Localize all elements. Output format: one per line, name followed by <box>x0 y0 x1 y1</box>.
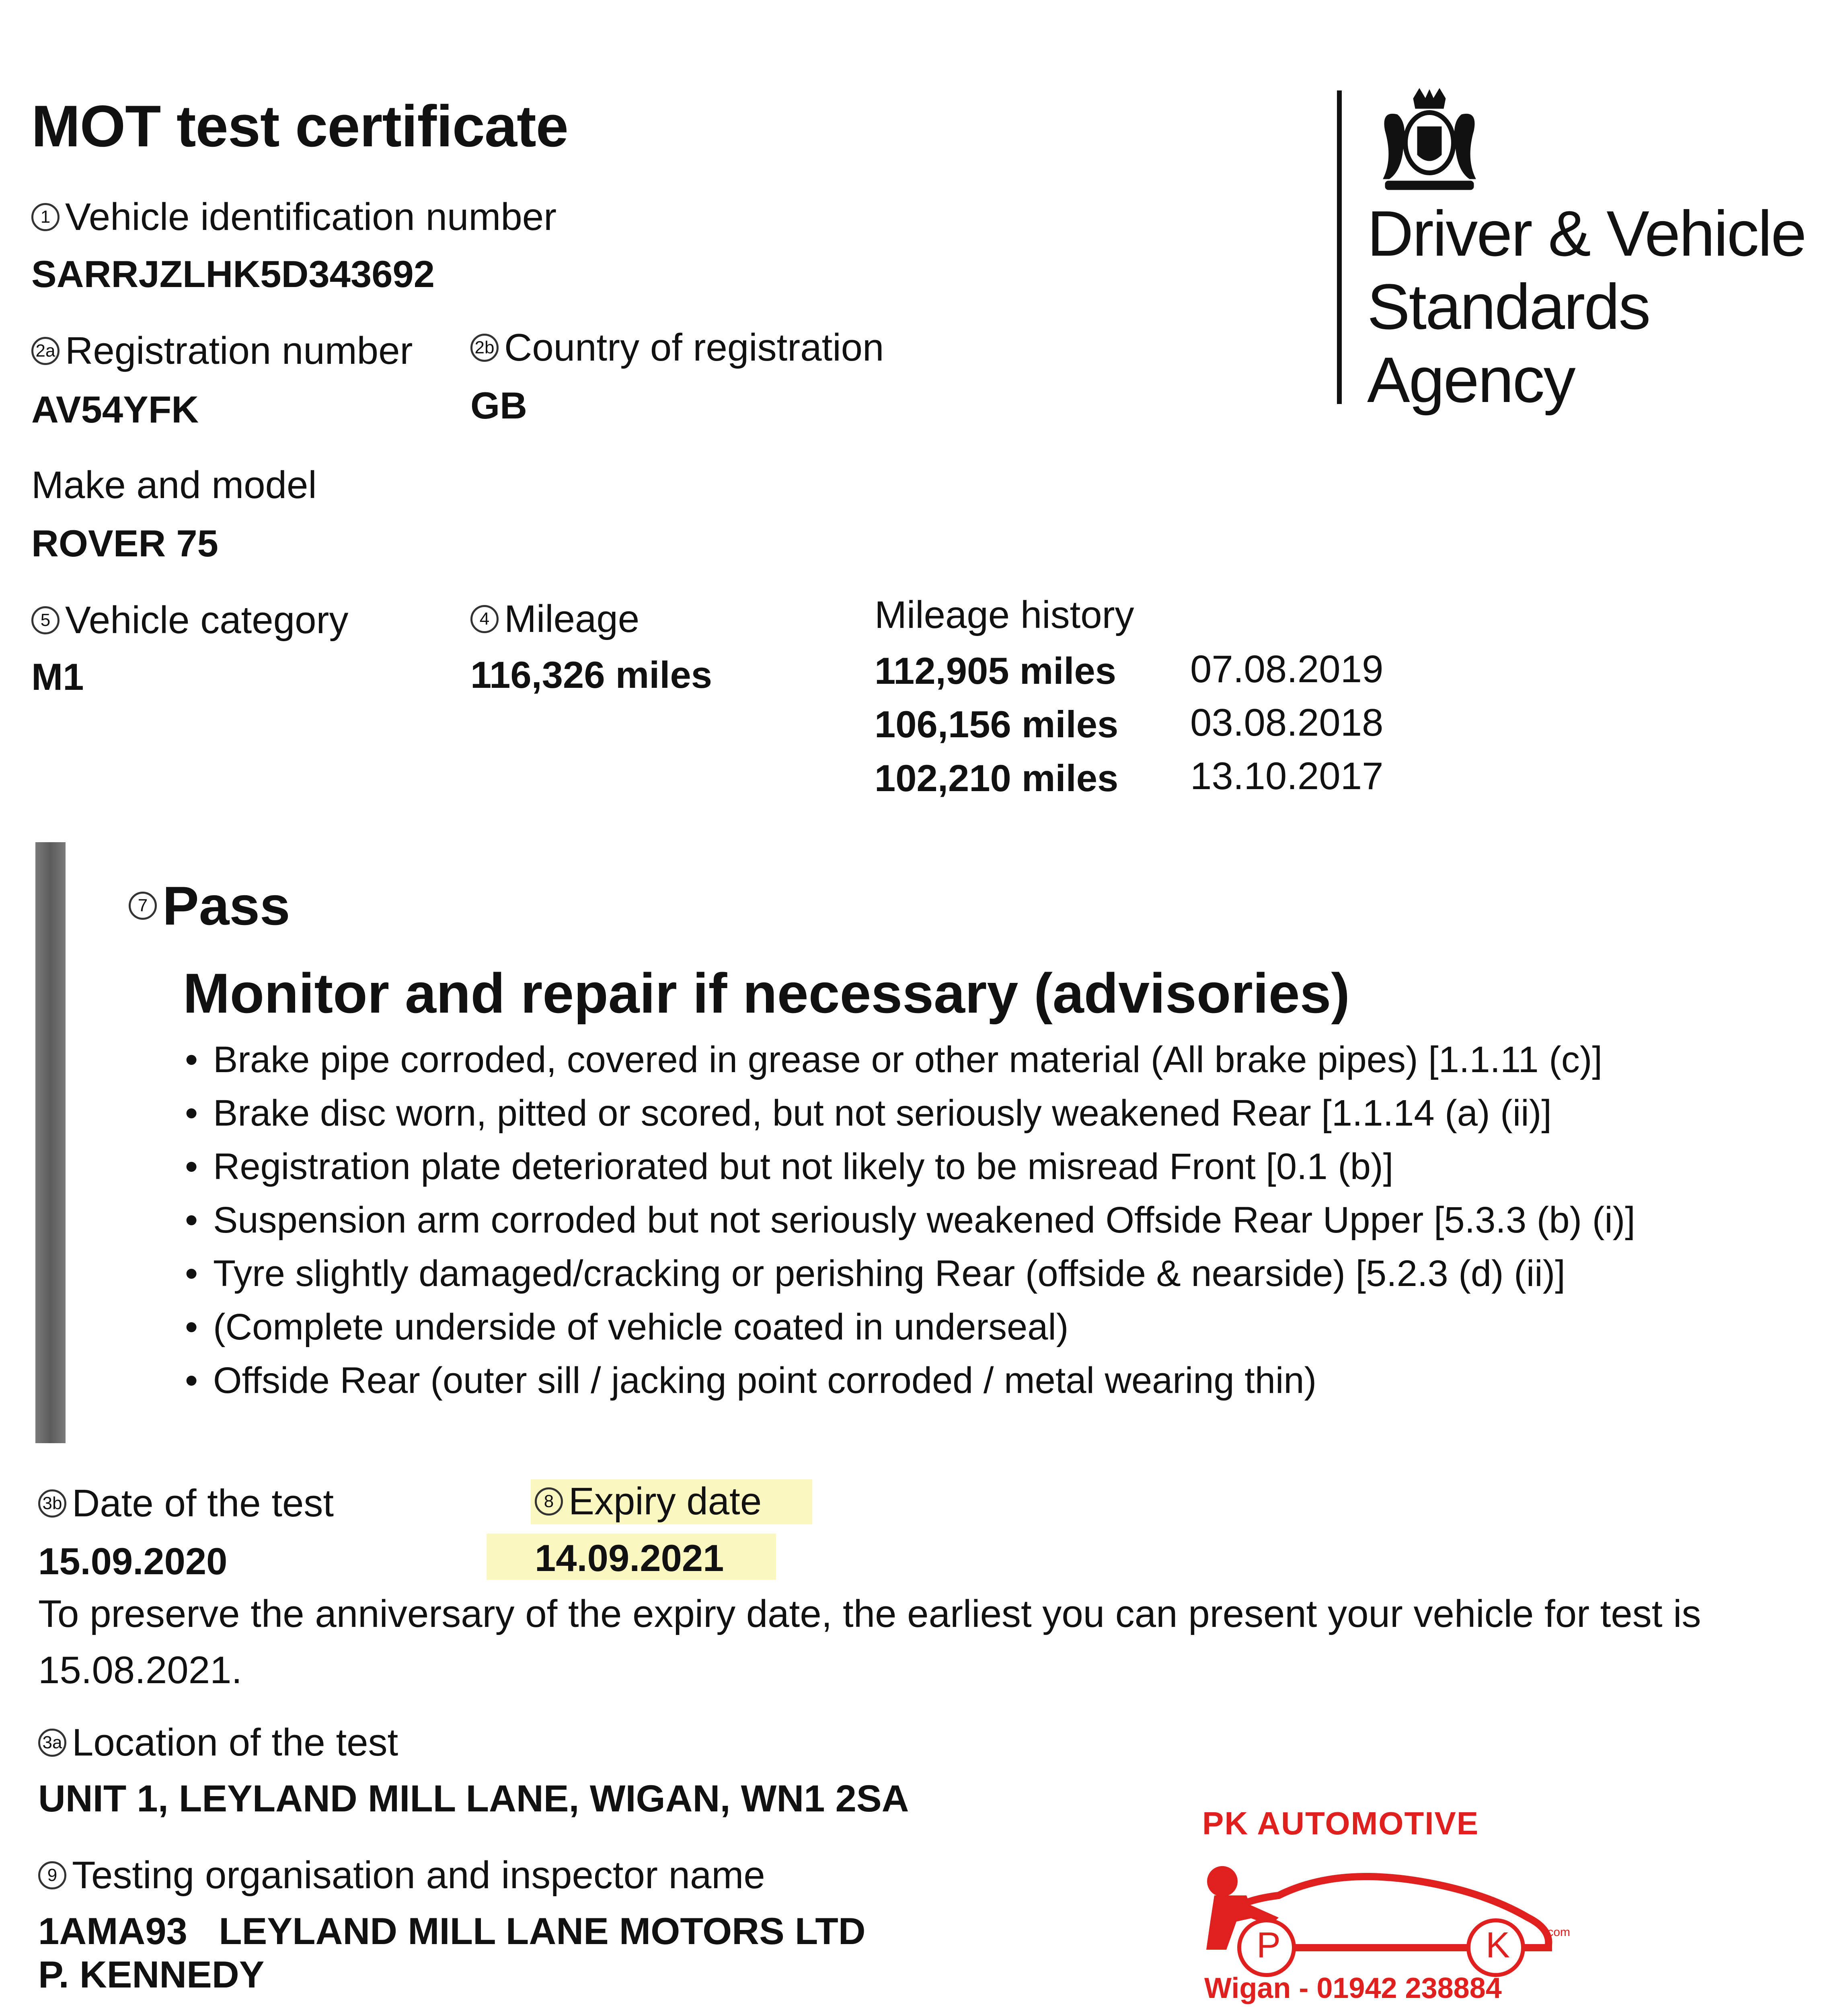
advisory-item: • Suspension arm corroded but not seriously weakened Offside Rear Upper [5.3.3 (b) (i)] <box>185 1194 1635 1247</box>
field-number-badge: 1 <box>31 203 60 231</box>
vin-value: SARRJZLHK5D343692 <box>31 253 435 295</box>
vin-label <box>31 195 556 239</box>
preserve-note-date: 15.08.2021. <box>38 1649 242 1692</box>
mileage-history-date: 07.08.2019 <box>1190 648 1384 691</box>
vin-label-text: Vehicle identification number <box>65 195 557 238</box>
test-date-value: 15.09.2020 <box>38 1540 228 1582</box>
test-date-label-text: Date of the test <box>72 1482 334 1525</box>
expiry-date-label <box>535 1479 762 1524</box>
mileage-label-text: Mileage <box>504 597 640 640</box>
result-side-bar <box>35 842 66 1443</box>
field-number-badge: 4 <box>470 605 499 633</box>
advisory-item: • (Complete underside of vehicle coated in underseal) <box>185 1300 1635 1354</box>
mileage-label <box>470 597 639 641</box>
mileage-history-miles: 102,210 miles <box>875 757 1119 799</box>
location-label <box>38 1721 398 1765</box>
category-label <box>31 598 348 642</box>
field-number-badge: 7 <box>129 892 157 920</box>
make-label: Make and model <box>31 464 317 507</box>
field-number-badge: 3b <box>38 1489 66 1518</box>
location-label-text: Location of the test <box>72 1721 398 1764</box>
advisory-item: • Registration plate deteriorated but not likely to be misread Front [0.1 (b)] <box>185 1140 1635 1194</box>
field-number-badge: 2b <box>470 334 499 362</box>
preserve-note-line: To preserve the anniversary of the expiry date, the earliest you can present your vehicle for test is <box>38 1592 1701 1635</box>
category-label-text: Vehicle category <box>65 599 349 642</box>
agency-name-line: Agency <box>1367 344 1575 416</box>
royal-crest-icon <box>1369 86 1490 195</box>
organisation-label <box>38 1853 765 1897</box>
stamp-letter-p: P <box>1257 1925 1281 1965</box>
advisory-item: • Brake pipe corroded, covered in grease or other material (All brake pipes) [1.1.11 (c)] <box>185 1033 1635 1087</box>
test-date-label <box>38 1481 334 1526</box>
field-number-badge: 3a <box>38 1729 66 1757</box>
agency-name <box>1367 197 1805 416</box>
registration-label-text: Registration number <box>65 329 413 372</box>
agency-name-line: Standards <box>1367 271 1650 343</box>
expiry-date-label-text: Expiry date <box>569 1480 762 1523</box>
mileage-history-miles: 106,156 miles <box>875 703 1119 745</box>
field-number-badge: 9 <box>38 1861 66 1889</box>
advisory-heading: Monitor and repair if necessary (advisories) <box>183 962 1350 1025</box>
agency-name-line: Driver & Vehicle <box>1367 197 1806 269</box>
agency-divider <box>1337 90 1342 404</box>
expiry-date-value: 14.09.2021 <box>535 1537 724 1579</box>
organisation-label-text: Testing organisation and inspector name <box>72 1854 765 1897</box>
mileage-history-date: 13.10.2017 <box>1190 755 1384 798</box>
advisory-item: • Brake disc worn, pitted or scored, but not seriously weakened Rear [1.1.14 (a) (ii)] <box>185 1087 1635 1140</box>
inspector-name: P. KENNEDY <box>38 1953 265 1996</box>
field-number-badge: 5 <box>31 606 60 634</box>
result-status-text: Pass <box>162 875 290 936</box>
advisory-item: • Offside Rear (outer sill / jacking point corroded / metal wearing thin) <box>185 1354 1635 1407</box>
country-value: GB <box>470 384 527 427</box>
page-title: MOT test certificate <box>31 93 568 159</box>
field-number-badge: 2a <box>31 337 60 365</box>
stamp-letter-k: K <box>1486 1925 1510 1965</box>
advisory-list <box>185 1033 1635 1407</box>
country-label-text: Country of registration <box>504 326 884 369</box>
registration-label <box>31 329 413 373</box>
mileage-history-miles: 112,905 miles <box>875 650 1117 692</box>
location-value: UNIT 1, LEYLAND MILL LANE, WIGAN, WN1 2SA <box>38 1777 909 1819</box>
car-logo-icon <box>1198 1857 1580 1978</box>
stamp-name: PK AUTOMOTIVE <box>1202 1805 1479 1841</box>
field-number-badge: 8 <box>535 1487 563 1516</box>
mileage-history-label: Mileage history <box>875 593 1134 636</box>
result-status <box>129 874 290 937</box>
advisory-item: • Tyre slightly damaged/cracking or perishing Rear (offside & nearside) [5.2.3 (d) (ii)] <box>185 1247 1635 1300</box>
organisation-value: 1AMA93 LEYLAND MILL LANE MOTORS LTD <box>38 1910 866 1952</box>
registration-value: AV54YFK <box>31 388 199 431</box>
mileage-value: 116,326 miles <box>470 654 713 696</box>
country-label <box>470 326 884 370</box>
make-value: ROVER 75 <box>31 522 218 564</box>
stamp-phone: Wigan - 01942 238884 <box>1204 1972 1502 2004</box>
mileage-history-date: 03.08.2018 <box>1190 701 1384 744</box>
category-value: M1 <box>31 656 84 698</box>
stamp-domain: .com <box>1544 1926 1571 1939</box>
